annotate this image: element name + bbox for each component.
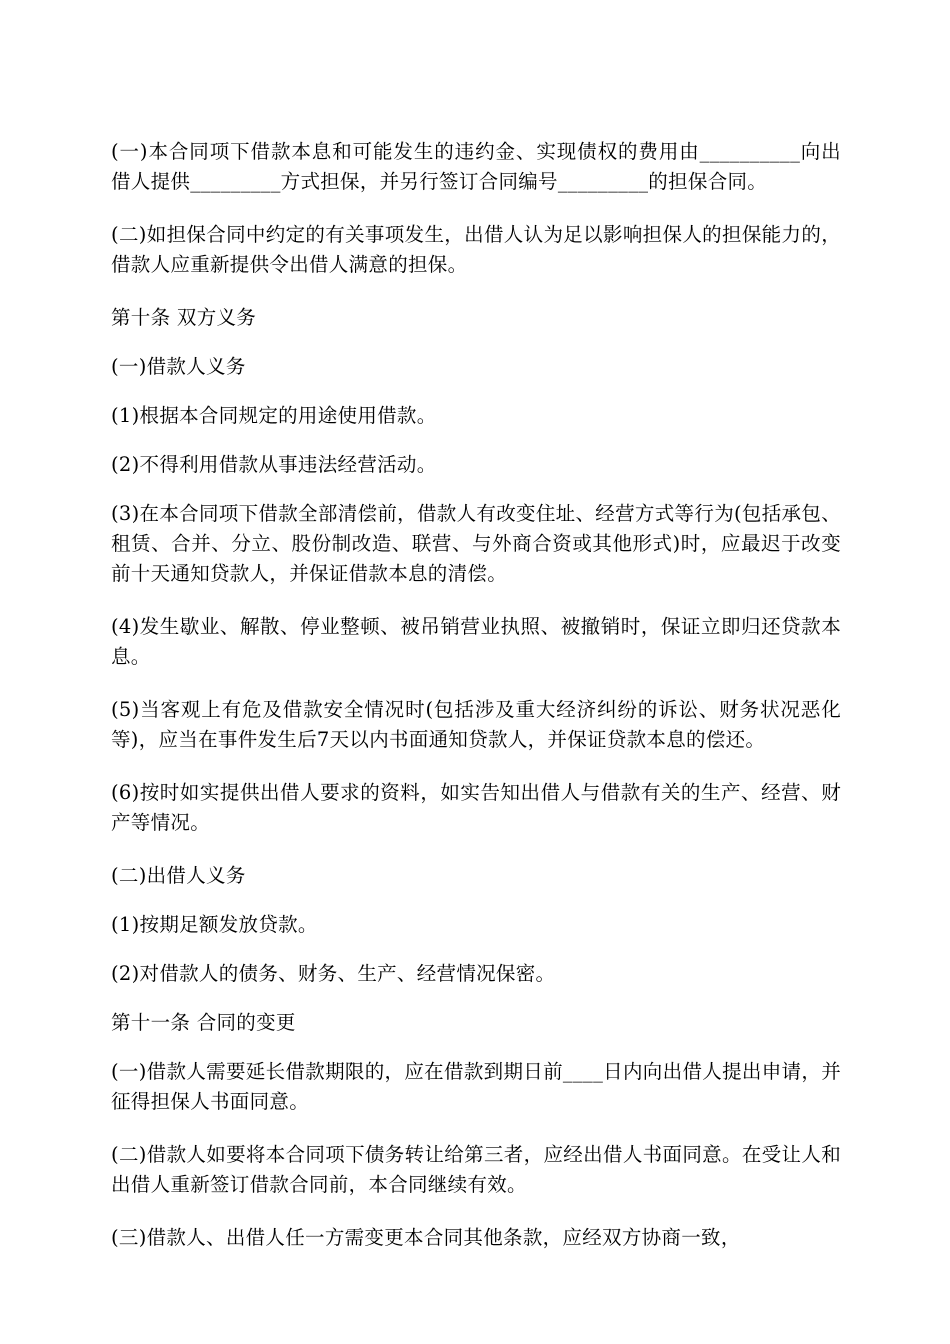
heading-article-10: 第十条 双方义务 — [111, 306, 257, 329]
paragraph-borrower-duty-4: (4)发生歇业、解散、停业整顿、被吊销营业执照、被撤销时，保证立即归还贷款本息。 — [111, 615, 841, 668]
heading-borrower-obligations: (一)借款人义务 — [111, 355, 246, 378]
paragraph-lender-duty-1: (1)按期足额发放贷款。 — [111, 913, 318, 936]
paragraph-borrower-duty-5: (5)当客观上有危及借款安全情况时(包括涉及重大经济纠纷的诉讼、财务状况恶化等)，应当在事件发生后7天以内书面通知贷款人，并保证贷款本息的偿还。 — [111, 698, 841, 751]
paragraph-lender-duty-2: (2)对借款人的债务、财务、生产、经营情况保密。 — [111, 962, 556, 985]
heading-lender-obligations: (二)出借人义务 — [111, 864, 246, 887]
paragraph-borrower-duty-2: (2)不得利用借款从事违法经营活动。 — [111, 453, 437, 476]
paragraph-borrower-duty-6: (6)按时如实提供出借人要求的资料，如实告知出借人与借款有关的生产、经营、财产等情况。 — [111, 781, 841, 834]
paragraph-guarantee-2: (二)如担保合同中约定的有关事项发生，出借人认为足以影响担保人的担保能力的，借款人应重新提供令出借人满意的担保。 — [111, 223, 841, 276]
paragraph-guarantee-1: (一)本合同项下借款本息和可能发生的违约金、实现债权的费用由__________向出借人提供_________方式担保，并另行签订合同编号_________的担保合同。 — [111, 140, 841, 193]
paragraph-change-3: (三)借款人、出借人任一方需变更本合同其他条款，应经双方协商一致， — [111, 1226, 741, 1249]
document-page — [111, 137, 841, 1276]
paragraph-change-1: (一)借款人需要延长借款期限的，应在借款到期日前____日内向出借人提出申请，并征得担保人书面同意。 — [111, 1060, 841, 1113]
paragraph-borrower-duty-1: (1)根据本合同规定的用途使用借款。 — [111, 404, 437, 427]
heading-article-11: 第十一条 合同的变更 — [111, 1011, 296, 1034]
paragraph-change-2: (二)借款人如要将本合同项下债务转让给第三者，应经出借人书面同意。在受让人和出借人重新签订借款合同前，本合同继续有效。 — [111, 1143, 841, 1196]
paragraph-borrower-duty-3: (3)在本合同项下借款全部清偿前，借款人有改变住址、经营方式等行为(包括承包、租赁、合并、分立、股份制改造、联营、与外商合资或其他形式)时，应最迟于改变前十天通知贷款人，并保证借款本息的清偿。 — [111, 502, 841, 585]
